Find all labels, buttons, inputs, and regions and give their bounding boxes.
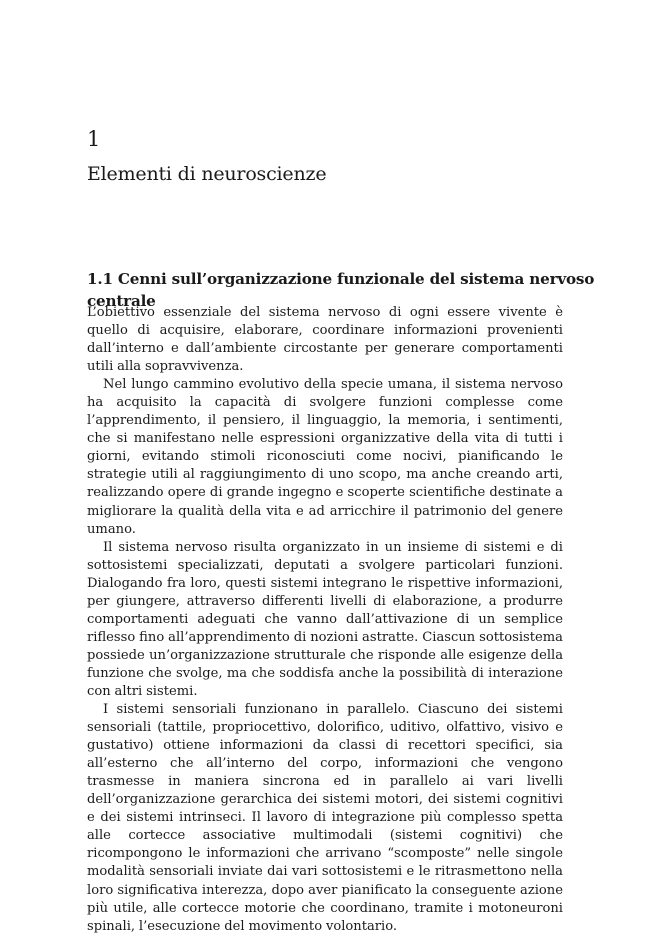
paragraph: Il sistema nervoso risulta organizzato in un insieme di sistemi e di sottosistemi specializzati, deputati a svolgere particolari funzioni. Dialogando fra loro, questi sistemi integrano le rispettive informazioni, per giungere, attraverso differenti livelli di elaborazione, a produrre comportamenti adeguati che vanno dall’attivazione di un semplice riflesso fino all’apprendimento di nozioni astratte. Ciascun sottosistema possiede un’organizzazione strutturale che risponde alle esigenze della funzione che svolge, ma che soddisfa anche la possibilità di interazione con altri sistemi. <box>87 539 563 699</box>
body-text <box>87 304 563 936</box>
section-title: 1.1 Cenni sull’organizzazione funzionale del sistema nervoso centrale <box>87 270 595 310</box>
paragraph: I sistemi sensoriali funzionano in parallelo. Ciascuno dei sistemi sensoriali (tattile, propriocettivo, dolorifico, uditivo, olfattivo, visivo e gustativo) ottiene informazioni da classi di recettori specifici, sia all’esterno che all’interno del corpo, informazioni che vengono trasmesse in maniera sincrona ed in parallelo ai vari livelli dell’organizzazione gerarchica dei sistemi motori, dei sistemi cognitivi e dei sistemi intrinseci. Il lavoro di integrazione più complesso spetta alle cortecce associative multimodali (sistemi cognitivi) che ricompongono le informazioni che arrivano “scomposte” nelle singole modalità sensoriali inviate dai vari sottosistemi e le ritrasmettono nella loro significativa interezza, dopo aver pianificato la conseguente azione più utile, alle cortecce motorie che coordinano, tramite i motoneuroni spinali, l’esecuzione del movimento volontario. <box>87 702 563 934</box>
paragraph: Nel lungo cammino evolutivo della specie umana, il sistema nervoso ha acquisito la capacità di svolgere funzioni complesse come l’apprendimento, il pensiero, il linguaggio, la memoria, i sentimenti, che si manifestano nelle espressioni organizzative della vita di tutti i giorni, evitando stimoli riconosciuti come nocivi, pianificando le strategie utili al raggiungimento di uno scopo, ma anche creando arti, realizzando opere di grande ingegno e scoperte scientifiche destinate a migliorare la qualità della vita e ad arricchire il patrimonio del genere umano. <box>87 377 563 537</box>
chapter-title: Elementi di neuroscienze <box>87 163 327 185</box>
paragraph: L’obiettivo essenziale del sistema nervoso di ogni essere vivente è quello di acquisire, elaborare, coordinare informazioni provenienti dall’interno e dall’ambiente circostante per generare comportamenti utili alla sopravvivenza. <box>87 305 563 375</box>
chapter-number: 1 <box>87 127 101 151</box>
